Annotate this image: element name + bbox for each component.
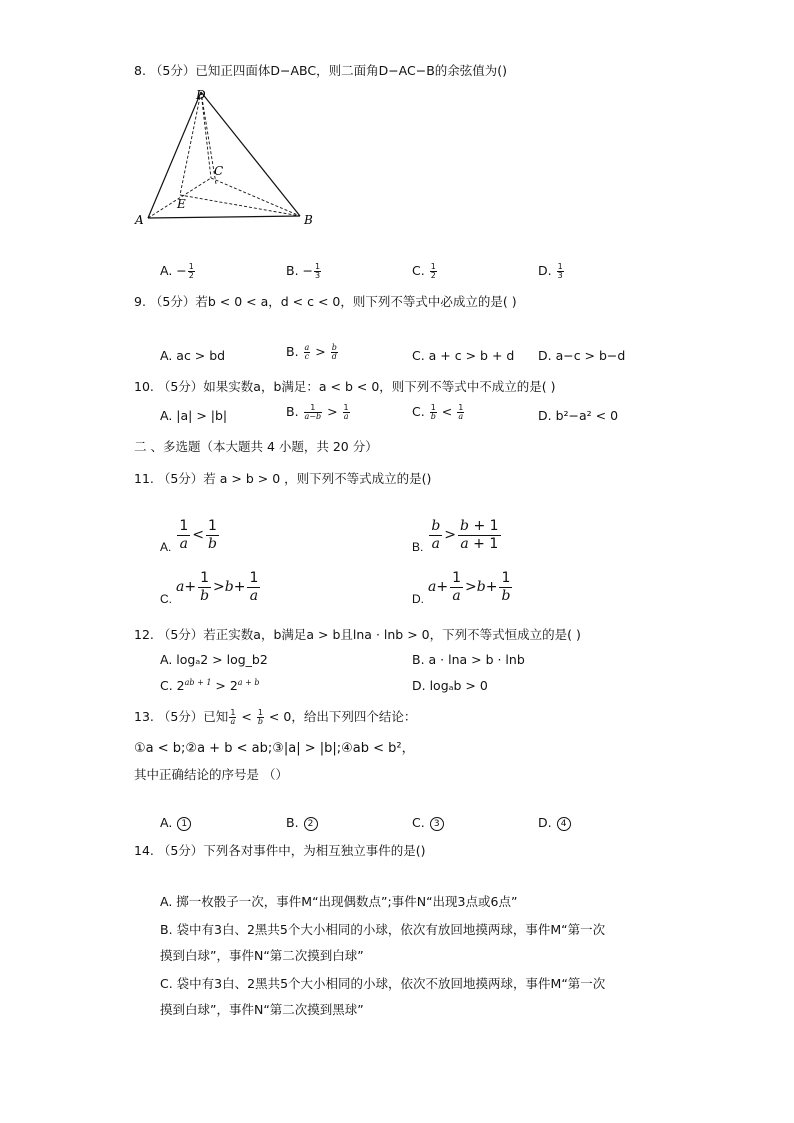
q8-option-a: A. − $\frac{1}{2}$	[160, 262, 194, 280]
q8-option-c: C. $\frac{1}{2}$	[412, 262, 436, 280]
q8-option-b: B. − $\frac{1}{3}$	[286, 262, 321, 280]
q12-option-a: A. logₐ2 > log_b2	[160, 652, 268, 667]
q9-option-c: C. a + c > b + d	[412, 348, 515, 363]
q14-stem: 14. （5分）下列各对事件中，为相互独立事件的是()	[134, 843, 426, 858]
q9-option-a: A. ac > bd	[160, 348, 226, 363]
q8-stem: 8. （5分）已知正四面体D−ABC，则二面角D−AC−B的余弦值为()	[134, 63, 508, 78]
q14-option-a: A. 掷一枚骰子一次，事件M“出现偶数点”;事件N“出现3点或6点”	[160, 894, 518, 909]
q11-stem: 11. （5分）若 a > b > 0 ，则下列不等式成立的是()	[134, 471, 432, 486]
q13-option-c: C. 3	[412, 815, 445, 831]
q10-stem: 10. （5分）如果实数a，b满足：a < b < 0，则下列不等式中不成立的是( )	[134, 379, 556, 394]
q9-option-b: B. $\frac{a}{c}$ > $\frac{b}{d}$	[286, 343, 337, 361]
q13-conclusions: ①a < b;②a + b < ab;③|a| > |b|;④ab < b²，	[134, 741, 415, 756]
q14-option-c-line2: 摸到白球”，事件N“第二次摸到黑球”	[160, 1002, 364, 1017]
q8-option-d: D. $\frac{1}{3}$	[538, 262, 563, 280]
q14-option-b-line2: 摸到白球”，事件N“第二次摸到白球”	[160, 948, 364, 963]
q13-stem: 13. （5分）已知 $\frac{1}{a}$ < $\frac{1}{b}$ < 0，给出下列四个结论：	[134, 708, 417, 726]
q10-option-b: B. $\frac{1}{a-b}$ > $\frac{1}{a}$	[286, 403, 349, 421]
q10-option-c: C. $\frac{1}{b}$ < $\frac{1}{a}$	[412, 403, 464, 421]
q14-option-c-line1: C. 袋中有3白、2黑共5个大小相同的小球，依次不放回地摸两球，事件M“第一次	[160, 976, 606, 991]
label-B: B	[304, 213, 313, 227]
q9-stem: 9. （5分）若b < 0 < a，d < c < 0，则下列不等式中必成立的是( )	[134, 294, 517, 309]
q13-ask: 其中正确结论的序号是 （）	[134, 767, 288, 782]
q12-option-b: B. a · lna > b · lnb	[412, 652, 525, 667]
q9-option-d: D. a−c > b−d	[538, 348, 626, 363]
q12-option-d: D. logₐb > 0	[412, 678, 488, 693]
q10-option-a: A. |a| > |b|	[160, 408, 228, 423]
q13-option-a: A. 1	[160, 815, 192, 831]
q12-option-c: C. $2^{ab + 1} > 2^{a + b}$	[160, 678, 260, 694]
section-heading-multi-choice: 二 、多选题（本大题共 4 小题，共 20 分）	[134, 439, 378, 454]
q11-option-c: C. a+ $\frac{1}{b}$ >b+ $\frac{1}{a}$	[160, 570, 259, 606]
tetrahedron-figure	[128, 82, 328, 232]
label-C: C	[214, 164, 224, 178]
q14-option-b-line1: B. 袋中有3白、2黑共5个大小相同的小球，依次有放回地摸两球，事件M“第一次	[160, 922, 606, 937]
q11-option-a: A. $\frac{1}{a}$ < $\frac{1}{b}$	[160, 518, 217, 554]
label-A: A	[135, 213, 144, 227]
q10-option-d: D. b²−a² < 0	[538, 408, 619, 423]
q11-option-b: B. $\frac{b}{a}$ > $\frac{b + 1}{a + 1}$	[412, 518, 499, 554]
label-D: D	[196, 88, 206, 102]
q13-option-d: D. 4	[538, 815, 572, 831]
q12-stem: 12. （5分）若正实数a，b满足a > b且lna · lnb > 0，下列不等式恒成立的是( )	[134, 627, 581, 642]
q11-option-d: D. a+ $\frac{1}{a}$ >b+ $\frac{1}{b}$	[412, 570, 511, 606]
label-E: E	[177, 197, 186, 211]
q13-option-b: B. 2	[286, 815, 319, 831]
